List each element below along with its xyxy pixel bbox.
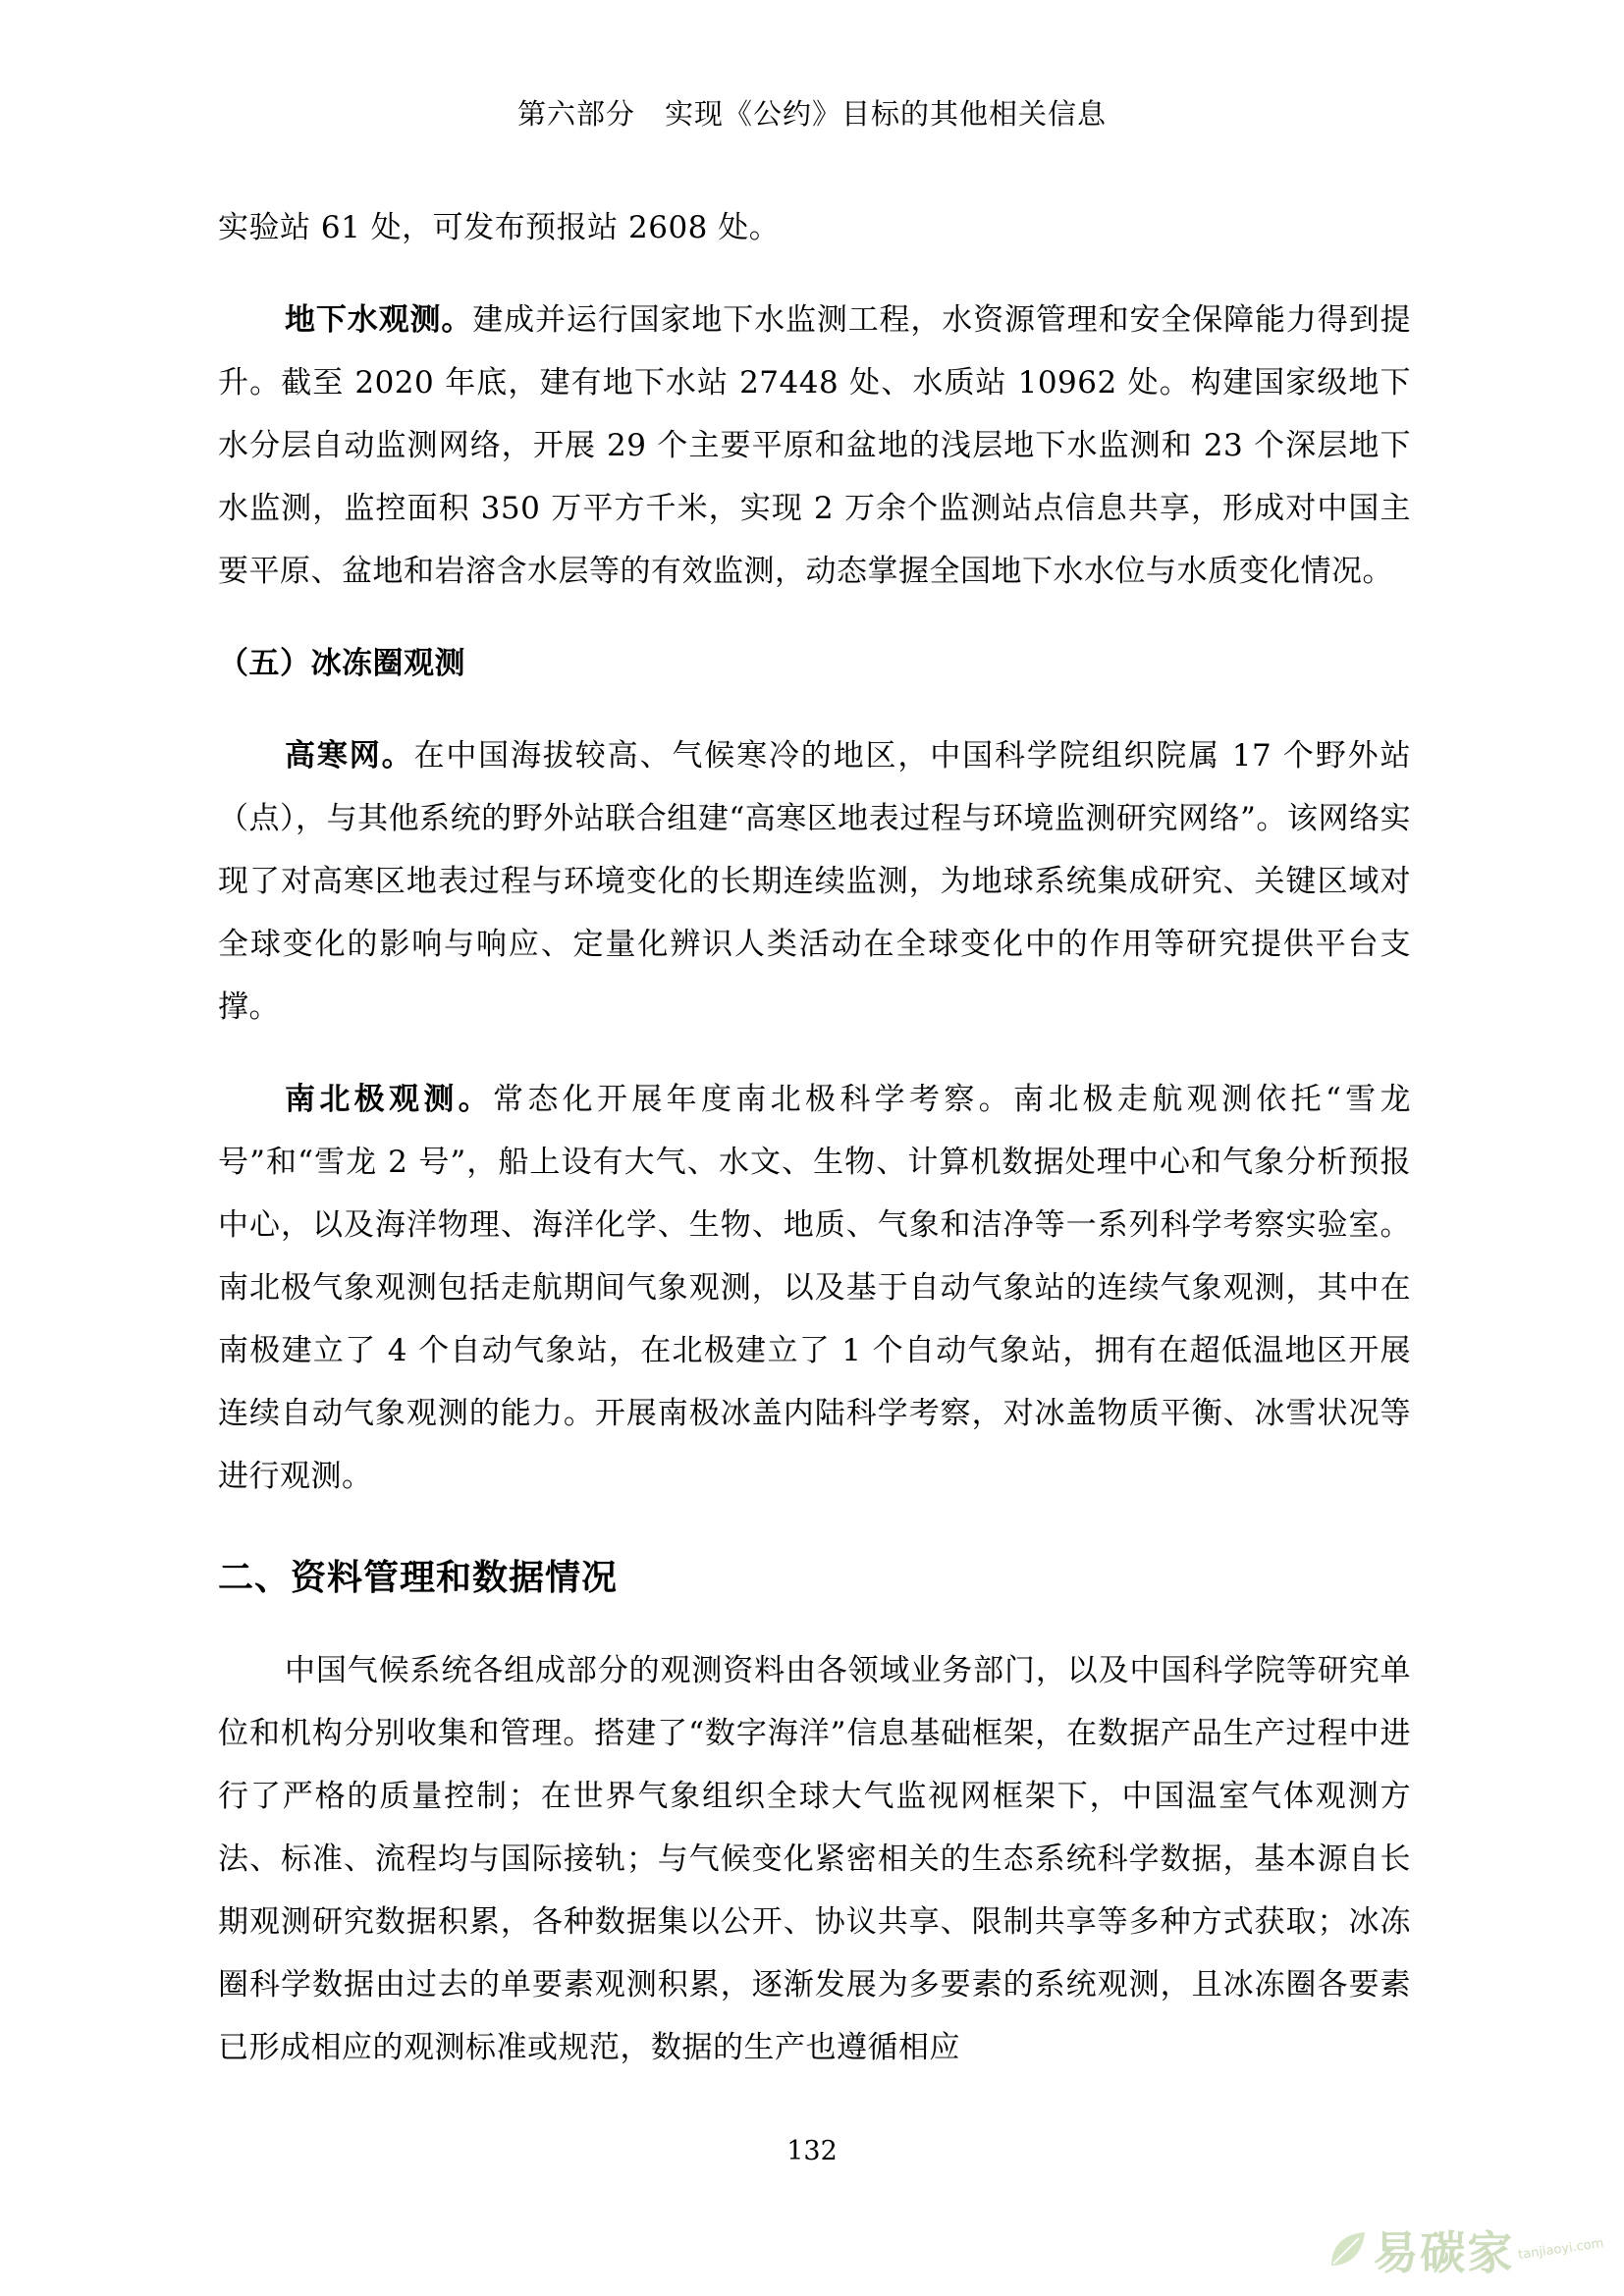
alpine-paragraph bbox=[218, 724, 1411, 1039]
data-management-paragraph: 中国气候系统各组成部分的观测资料由各领域业务部门，以及中国科学院等研究单位和机构分别收集和管理。搭建了“数字海洋”信息基础框架，在数据产品生产过程中进行了严格的质量控制；在世界气象组织全球大气监视网框架下，中国温室气体观测方法、标准、流程均与国际接轨；与气候变化紧密相关的生态系统科学数据，基本源自长期观测研究数据积累，各种数据集以公开、协议共享、限制共享等多种方式获取；冰冻圈科学数据由过去的单要素观测积累，逐渐发展为多要素的系统观测，且冰冻圈各要素已形成相应的观测标准或规范，数据的生产也遵循相应 bbox=[218, 1653, 1411, 2065]
page-number: 132 bbox=[786, 2136, 838, 2166]
alpine-lead: 高寒网。 bbox=[285, 738, 414, 774]
leaf-icon bbox=[1326, 2228, 1369, 2271]
polar-lead: 南北极观测。 bbox=[285, 1082, 493, 1117]
continuation-paragraph: 实验站 61 处，可发布预报站 2608 处。 bbox=[218, 210, 781, 245]
watermark-domain: tanjiaoyi.com bbox=[1517, 2235, 1605, 2264]
groundwater-text: 建成并运行国家地下水监测工程，水资源管理和安全保障能力得到提升。截至 2020 年底，建有地下水站 27448 处、水质站 10962 处。构建国家级地下水分层自动监测网络，开展 29 个主要平原和盆地的浅层地下水监测和 23 个深层地下水监测，监控面积 350 万平方千米，实现 2 万余个监测站点信息共享，形成对中国主要平原、盆地和岩溶含水层等的有效监测，动态掌握全国地下水水位与水质变化情况。 bbox=[218, 302, 1412, 589]
document-body bbox=[218, 196, 1411, 2079]
watermark-brand: 易碳家 bbox=[1373, 2226, 1515, 2279]
cryosphere-subheading: （五）冰冻圈观测 bbox=[218, 646, 465, 681]
groundwater-paragraph bbox=[218, 289, 1411, 603]
polar-text: 常态化开展年度南北极科学考察。南北极走航观测依托“雪龙号”和“雪龙 2 号”，船上设有大气、水文、生物、计算机数据处理中心和气象分析预报中心，以及海洋物理、海洋化学、生物、地质、气象和洁净等一系列科学考察实验室。南北极气象观测包括走航期间气象观测，以及基于自动气象站的连续气象观测，其中在南极建立了 4 个自动气象站，在北极建立了 1 个自动气象站，拥有在超低温地区开展连续自动气象观测的能力。开展南极冰盖内陆科学考察，对冰盖物质平衡、冰雪状况等进行观测。 bbox=[218, 1082, 1411, 1494]
polar-paragraph bbox=[218, 1068, 1411, 1508]
alpine-text: 在中国海拔较高、气候寒冷的地区，中国科学院组织院属 17 个野外站（点），与其他系统的野外站联合组建“高寒区地表过程与环境监测研究网络”。该网络实现了对高寒区地表过程与环境变化的长期连续监测，为地球系统集成研究、关键区域对全球变化的影响与响应、定量化辨识人类活动在全球变化中的作用等研究提供平台支撑。 bbox=[218, 738, 1411, 1025]
section-title: 二、资料管理和数据情况 bbox=[218, 1558, 619, 1598]
watermark bbox=[1326, 2217, 1604, 2282]
running-header: 第六部分 实现《公约》目标的其他相关信息 bbox=[516, 97, 1107, 131]
groundwater-lead: 地下水观测。 bbox=[285, 302, 473, 338]
